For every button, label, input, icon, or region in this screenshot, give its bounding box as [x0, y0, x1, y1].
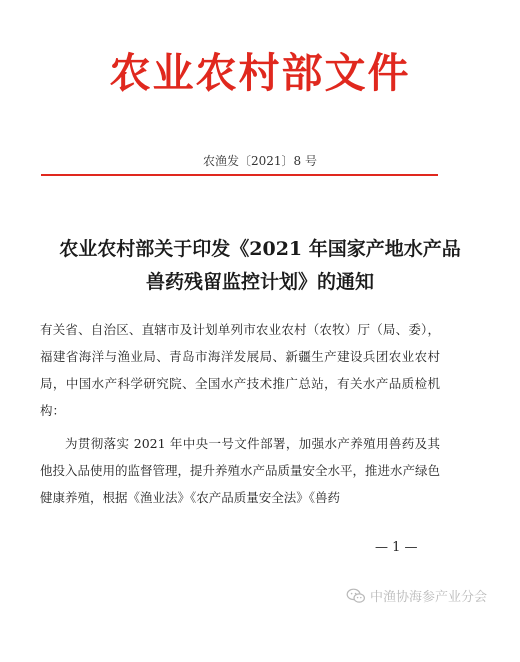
- notice-title-line-2: 兽药残留监控计划》的通知: [145, 271, 374, 293]
- body-paragraph-1: 为贯彻落实 2021 年中央一号文件部署，加强水产养殖用兽药及其他投入品使用的监督管理，提升养殖水产品质量安全水平，推进水产绿色健康养殖，根据《渔业法》《农产品质量安全法》《兽药: [40, 436, 441, 505]
- red-divider: [41, 174, 438, 176]
- recipients-paragraph: 有关省、自治区、直辖市及计划单列市农业农村（农牧）厅（局、委），福建省海洋与渔业局、青岛市海洋发展局、新疆生产建设兵团农业农村局，中国水产科学研究院、全国水产技术推广总站，有关水产品质检机构：: [40, 322, 440, 418]
- notice-title-line-1: 农业农村部关于印发《2021 年国家产地水产品: [59, 238, 461, 260]
- document-body: [40, 316, 440, 511]
- document-header-title: 农业农村部文件: [109, 49, 411, 97]
- notice-title: [0, 233, 520, 299]
- document-number: 农渔发〔2021〕8 号: [203, 154, 317, 168]
- page-number: — 1 —: [375, 540, 418, 555]
- wechat-icon: [346, 588, 366, 604]
- watermark-text: 中渔协海参产业分会: [370, 590, 488, 605]
- watermark: [346, 586, 487, 605]
